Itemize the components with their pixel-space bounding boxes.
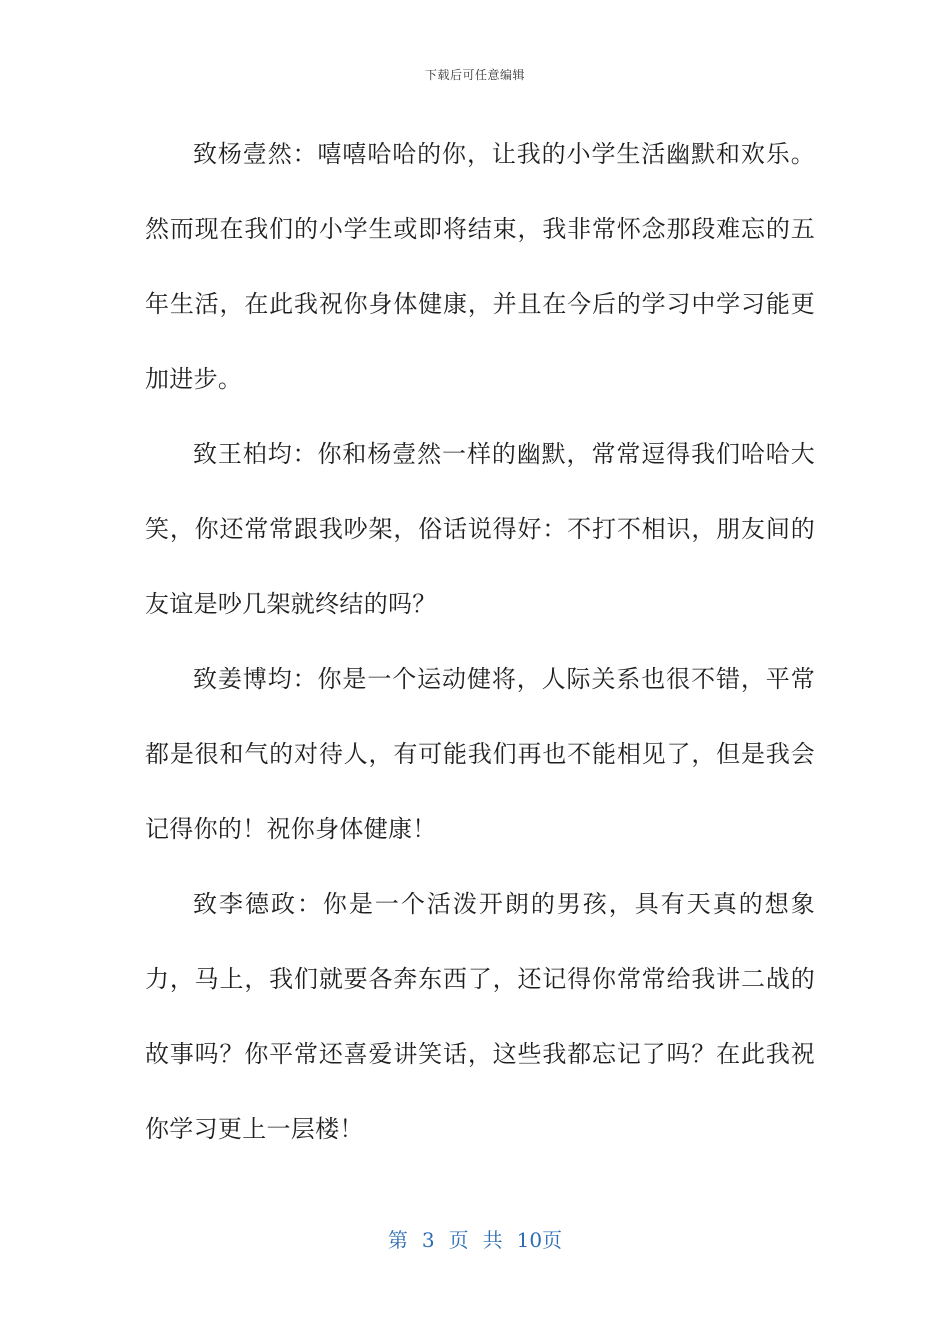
page-footer xyxy=(0,1224,950,1253)
paragraph-yang-yiran: 致杨壹然：嘻嘻哈哈的你，让我的小学生活幽默和欢乐。然而现在我们的小学生或即将结束，我非常怀念那段难忘的五年生活，在此我祝你身体健康，并且在今后的学习中学习能更加进步。 xyxy=(145,140,815,393)
paragraph-li-dezheng: 致李德政：你是一个活泼开朗的男孩，具有天真的想象力，马上，我们就要各奔东西了，还记得你常常给我讲二战的故事吗？你平常还喜爱讲笑话，这些我都忘记了吗？在此我祝你学习更上一层楼！ xyxy=(145,890,815,1143)
footer-total-label: 共 xyxy=(482,1228,503,1252)
page-header: 下载后可任意编辑 xyxy=(424,68,525,82)
footer-page-unit: 页 xyxy=(448,1228,469,1252)
paragraph-wang-bojun: 致王柏均：你和杨壹然一样的幽默，常常逗得我们哈哈大笑，你还常常跟我吵架，俗话说得好：不打不相识，朋友间的友谊是吵几架就终结的吗？ xyxy=(145,440,815,618)
paragraph-jiang-bojun: 致姜博均：你是一个运动健将，人际关系也很不错，平常都是很和气的对待人，有可能我们再也不能相见了，但是我会记得你的！祝你身体健康！ xyxy=(145,665,815,843)
footer-current-page: 3 xyxy=(421,1228,435,1252)
footer-page-label: 第 xyxy=(387,1228,408,1252)
footer-total-pages: 10页 xyxy=(516,1228,563,1252)
document-body xyxy=(145,117,815,1167)
